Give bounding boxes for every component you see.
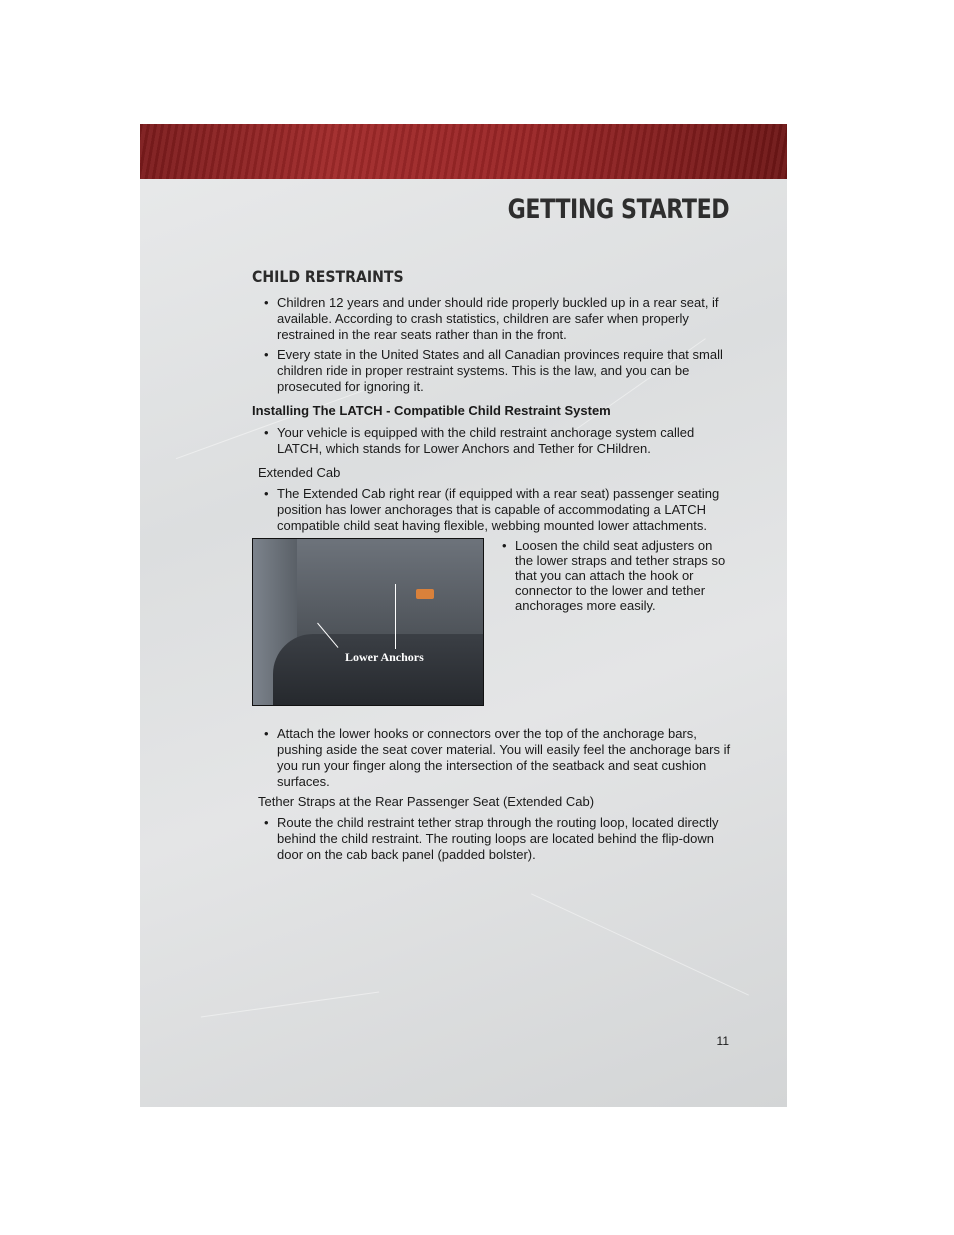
list-item: • Attach the lower hooks or connectors over the top of the anchorage bars, pushing aside the seat cover material. You will easily feel the anchorage bars if you run your finger along the intersection of the seatback and seat cushion surfaces.	[252, 726, 732, 790]
seat-cushion	[273, 634, 484, 706]
main-content	[252, 269, 732, 867]
list-item: • The Extended Cab right rear (if equipped with a rear seat) passenger seating position has lower anchorages that is capable of accommodating a LATCH compatible child seat having flexible, webbing mounted lower attachments.	[252, 486, 732, 534]
tether-bullet-list	[252, 815, 732, 863]
tether-label: Tether Straps at the Rear Passenger Seat (Extended Cab)	[258, 794, 595, 809]
latch-heading: Installing The LATCH - Compatible Child Restraint System	[252, 403, 611, 418]
figure-row	[252, 538, 732, 726]
extended-cab-bullet-list	[252, 486, 732, 534]
child-restraints-heading: CHILD RESTRAINTS	[252, 267, 404, 286]
side-bullet-list	[490, 538, 730, 617]
list-item: • Your vehicle is equipped with the child restraint anchorage system called LATCH, which stands for Lower Anchors and Tether for CHildren.	[252, 425, 732, 457]
list-item: • Every state in the United States and all Canadian provinces require that small children ride in proper restraint systems. This is the law, and you can be prosecuted for ignoring it.	[252, 347, 732, 395]
list-item: • Loosen the child seat adjusters on the lower straps and tether straps so that you can attach the hook or connector to the lower and tether anchorages more easily.	[490, 538, 730, 613]
header-banner	[140, 124, 787, 179]
attach-bullet-list	[252, 726, 732, 790]
lower-anchors-label: Lower Anchors	[345, 650, 424, 664]
extended-cab-label: Extended Cab	[258, 465, 341, 480]
seatback	[297, 539, 484, 639]
manual-page	[140, 124, 787, 1107]
intro-bullet-list	[252, 295, 732, 395]
anchor-tag	[416, 589, 434, 599]
section-title: GETTING STARTED	[507, 194, 729, 225]
lower-anchors-photo	[252, 538, 484, 706]
page-number: 11	[716, 1034, 729, 1048]
list-item: • Route the child restraint tether strap through the routing loop, located directly behind the child restraint. The routing loops are located behind the flip-down door on the cab back panel (padded bolster).	[252, 815, 732, 863]
latch-bullet-list	[252, 425, 732, 457]
texture-scratch	[201, 991, 379, 1017]
texture-scratch	[531, 893, 749, 995]
callout-line	[395, 584, 396, 649]
list-item: • Children 12 years and under should ride properly buckled up in a rear seat, if available. According to crash statistics, children are safer when properly restrained in the rear seats rather than in the front.	[252, 295, 732, 343]
